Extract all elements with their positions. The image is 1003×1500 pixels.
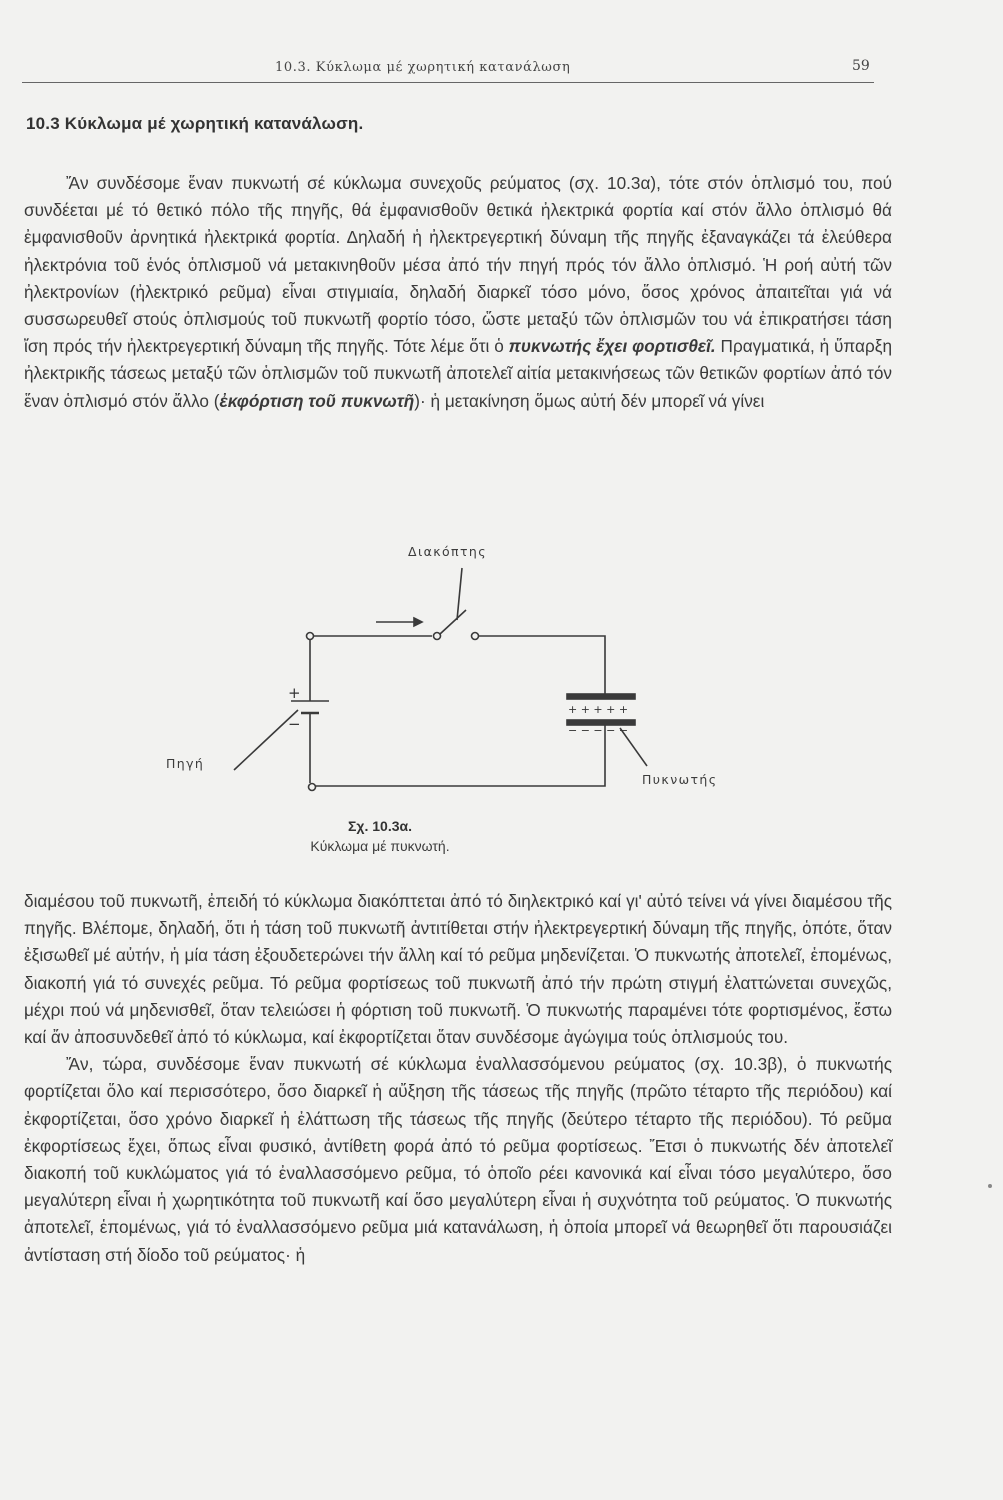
switch-arrow-head — [414, 618, 422, 626]
left-terminal-bottom — [309, 784, 316, 791]
emphasis-charged: πυκνωτής ἔχει φορτισθεῖ. — [508, 336, 716, 357]
minus-sign: − — [288, 715, 301, 733]
section-heading: 10.3 Κύκλωμα μέ χωρητική κατανάλωση. — [26, 114, 364, 133]
left-terminal-top — [307, 633, 314, 640]
running-title: 10.3. Κύκλωμα μέ χωρητική κατανάλωση — [275, 60, 571, 75]
switch-pointer-line — [457, 568, 462, 620]
paragraph-2-block — [24, 888, 892, 1269]
negative-charges: − − − − − — [568, 724, 629, 737]
margin-dot — [988, 1184, 992, 1188]
switch-label: Διακόπτης — [408, 544, 487, 559]
bottom-wire — [316, 725, 605, 786]
running-header — [0, 52, 1003, 88]
figure-caption-text: Κύκλωμα μέ πυκνωτή. — [310, 838, 450, 854]
paragraph-2: διαμέσου τοῦ πυκνωτῆ, ἐπειδή τό κύκλωμα διακόπτεται ἀπό τό διηλεκτρικό καί γι' αὐτό τείνει νά γίνει διαμέσου τῆς πηγῆς. Βλέπομε, δηλαδή, ὅτι ἡ τάση τοῦ πυκνωτῆ ἀντιτίθεται στήν ἠλεκτρεγερτική δύναμη τῆς πηγῆς, ὁπότε, ὅταν ἐξισωθεῖ μέ αὐτήν, ἡ μία τάση ἐξουδετερώνει τήν ἄλλη καί τό ρεῦμα μηδενίζεται. Ὁ πυκνωτής ἀποτελεῖ, ἑπομένως, διακοπή γιά τό συνεχές ρεῦμα. Τό ρεῦμα φορτίσεως τοῦ πυκνωτῆ ἀπό τήν πρώτη στιγμή ἐλαττώνεται συνεχῶς, μέχρι πού νά μηδενισθεῖ, ὅταν τελειώσει ἡ φόρτιση τοῦ πυκνωτῆ. Ὁ πυκνωτής παραμένει τότε φορτισμένος, ἔστω καί ἄν ἀποσυνδεθεῖ ἀπό τό κύκλωμα, καί ἐκφορτίζεται ὅταν συνδέσομε ἀγώγιμα τούς ὁπλισμούς του. — [24, 891, 892, 1048]
header-rule — [22, 82, 874, 83]
capacitor-plate-top — [567, 694, 635, 699]
capacitor-label: Πυκνωτής — [642, 772, 718, 787]
paragraph-1-text-b: Πραγματικά, ἡ ὕπαρξη ἠλεκτρικῆς τάσεως μεταξύ τῶν ὁπλισμῶν τοῦ πυκνωτῆ ἀποτελεῖ αἰτία μετακινήσεως τῶν θετικῶν φορτίων ἀπό τόν ἕναν ὁπλισμό στόν ἄλλο ( — [24, 336, 893, 411]
source-label: Πηγή — [166, 756, 205, 771]
switch-contact-b — [472, 633, 479, 640]
switch-contact-a — [434, 633, 441, 640]
paragraph-1 — [24, 170, 892, 415]
switch-blade — [440, 610, 466, 634]
paragraph-1-text-c: )· ἡ μετακίνηση ὅμως αὐτή δέν μπορεῖ νά γίνει — [414, 390, 765, 411]
figure-caption-number: Σχ. 10.3α. — [348, 818, 412, 834]
plus-sign: + — [288, 684, 301, 702]
positive-charges: + + + + + — [568, 703, 629, 716]
emphasis-discharge: ἐκφόρτιση τοῦ πυκνωτῆ — [219, 390, 415, 411]
figure-circuit — [150, 538, 790, 868]
paragraph-1-text-a: Ἄν συνδέσομε ἕναν πυκνωτή σέ κύκλωμα συνεχοῦς ρεύματος (σχ. 10.3α), τότε στόν ὁπλισμό του, πού συνδέεται μέ τό θετικό πόλο τῆς πηγῆς, θά ἐμφανισθοῦν θετικά ἠλεκτρικά φορτία καί στόν ἄλλο ὁπλισμό θά ἐμφανισθοῦν ἀρνητικά ἠλεκτρικά φορτία. Δηλαδή ἡ ἠλεκτρεγερτική δύναμη τῆς πηγῆς ἐξαναγκάζει τά ἐλεύθερα ἠλεκτρόνια τοῦ ἑνός ὁπλισμοῦ νά μετακινηθοῦν μέσα ἀπό τήν πηγή πρός τόν ἄλλο ὁπλισμό. Ἡ ροή αὐτή τῶν ἠλεκτρονίων (ἠλεκτρικό ρεῦμα) εἶναι στιγμιαία, δηλαδή διαρκεῖ τόσο μόνο, ὅσος χρόνος ἀπαιτεῖται γιά νά συσσωρευθεῖ στούς ὁπλισμούς τοῦ πυκνωτῆ φορτίο τόσο, ὥστε μεταξύ τῶν ὁπλισμῶν του νά ἐπικρατήσει τάση ἴση πρός τήν ἠλεκτρεγερτική δύναμη τῆς πηγῆς. Τότε λέμε ὅτι ὁ — [24, 173, 892, 357]
paragraph-3: Ἄν, τώρα, συνδέσομε ἕναν πυκνωτή σέ κύκλωμα ἐναλλασσόμενου ρεύματος (σχ. 10.3β), ὁ πυκνωτής φορτίζεται ὅλο καί περισσότερο, ὅσο διαρκεῖ ἡ αὔξηση τῆς τάσεως τῆς πηγῆς (πρῶτο τέταρτο τῆς περιόδου) καί ἐκφορτίζεται, ὅσο χρόνο διαρκεῖ ἡ ἐλάττωση τῆς τάσεως τῆς πηγῆς (δεύτερο τέταρτο τῆς περιόδου). Τό ρεῦμα ἐκφορτίσεως ἔχει, ὅπως εἶναι φυσικό, ἀντίθετη φορά ἀπό τό ρεῦμα φορτίσεως. Ἔτσι ὁ πυκνωτής δέν ἀποτελεῖ διακοπή τοῦ κυκλώματος γιά τό ἐναλλασσόμενο ρεῦμα, τό ὁποῖο ρέει κανονικά καί εἶναι τόσο μεγαλύτερο, ὅσο μεγαλύτερη εἶναι ἡ χωρητικότητα τοῦ πυκνωτῆ καί ὅσο μεγαλύτερη εἶναι ἡ συχνότητα τοῦ ρεύματος. Ὁ πυκνωτής ἀποτελεῖ, ἑπομένως, γιά τό ἐναλλασσόμενο ρεῦμα μιά κατανάλωση, ἡ ὁποία μπορεῖ νά θεωρηθεῖ ὅτι παρουσιάζει ἀντίσταση στή δίοδο τοῦ ρεύματος· ἡ — [24, 1054, 892, 1265]
top-wire-right — [479, 636, 605, 696]
page-number: 59 — [852, 58, 870, 74]
